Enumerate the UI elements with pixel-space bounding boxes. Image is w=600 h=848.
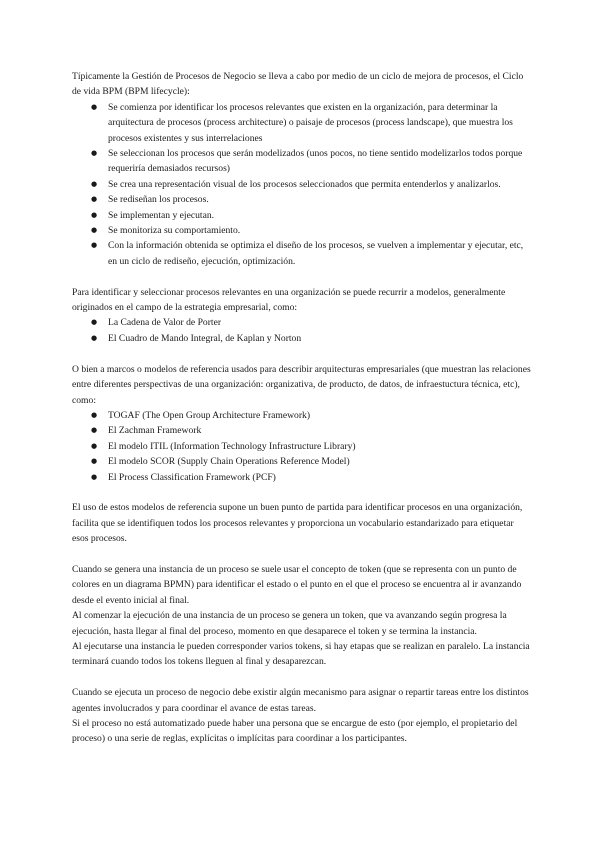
bullet-icon: ●	[90, 149, 98, 158]
list-item: ● La Cadena de Valor de Porter	[72, 315, 532, 330]
list-item: ● Se comienza por identificar los procesos relevantes que existen en la organización, para determinar la arquitectura de procesos (process architecture) o paisaje de procesos (process landscape), que muestra los procesos existentes y sus interrelaciones	[90, 101, 513, 144]
bullet-icon: ●	[90, 441, 98, 450]
reference-models-paragraph: El uso de estos modelos de referencia supone un buen punto de partida para identificar procesos en una organización, facilita que se identifiquen todos los procesos relevantes y proporciona un vocabulario estandarizado para etiquetar esos procesos.	[72, 502, 523, 545]
list-item: ● El Zachman Framework	[72, 423, 532, 438]
bullet-icon: ●	[90, 333, 98, 342]
bullet-icon: ●	[90, 210, 98, 219]
list-item: ● Se monitoriza su comportamiento.	[72, 223, 532, 238]
bullet-icon: ●	[90, 179, 98, 188]
bpm-lifecycle-list	[72, 100, 532, 269]
bullet-icon: ●	[90, 472, 98, 481]
list-item: ● Se seleccionan los procesos que serán modelizados (unos pocos, no tiene sentido modelizarlos todos porque requeriría demasiados recursos)	[90, 148, 523, 175]
coordination-paragraph-2: Si el proceso no está automatizado puede haber una persona que se encargue de esto (por ejemplo, el propietario del proceso) o una serie de reglas, explícitas o implícitas para coordinar a los participantes.	[72, 717, 518, 745]
bullet-icon: ●	[90, 410, 98, 419]
token-paragraph-1: Cuando se genera una instancia de un proceso se suele usar el concepto de token (que se representa con un punto de colores en un diagrama BPMN) para identificar el estado o el punto en el que el proceso se encuentra al ir avanzando desde el evento inicial al final.	[72, 563, 522, 606]
list-item: ● El Cuadro de Mando Integral, de Kaplan y Norton	[72, 331, 532, 346]
list-item: ● El modelo ITIL (Information Technology Infrastructure Library)	[72, 439, 532, 454]
list-item: ● El modelo SCOR (Supply Chain Operations Reference Model)	[72, 454, 532, 469]
paragraph-spacer	[72, 485, 532, 500]
list-item: ● El Process Classification Framework (PCF)	[72, 470, 532, 485]
document-body	[72, 69, 532, 747]
list-item: ● Se implementan y ejecutan.	[72, 208, 532, 223]
bullet-icon: ●	[90, 426, 98, 435]
bullet-icon: ●	[90, 318, 98, 327]
list-item: ● Se crea una representación visual de los procesos seleccionados que permita entenderlos y analizarlos.	[72, 177, 532, 192]
list-item: ● Se rediseñan los procesos.	[72, 192, 532, 207]
coordination-paragraph-1: Cuando se ejecuta un proceso de negocio debe existir algún mecanismo para asignar o repartir tareas entre los distintos agentes involucrados y para coordinar el avance de estas tareas.	[72, 687, 529, 714]
bullet-icon: ●	[90, 457, 98, 466]
strategy-models-list	[72, 315, 532, 346]
bullet-icon: ●	[90, 241, 98, 250]
strategy-models-intro: Para identificar y seleccionar procesos relevantes en una organización se puede recurrir a modelos, generalmente originados en el campo de la estrategia empresarial, como:	[72, 286, 506, 314]
token-paragraph-2: Al comenzar la ejecución de una instancia de un proceso se genera un token, que va avanzando según progresa la ejecución, hasta llegar al final del proceso, momento en que desaparece el token y se termina la instancia.	[72, 610, 507, 637]
token-paragraph-3: Al ejecutarse una instancia le pueden corresponder varios tokens, si hay etapas que se realizan en paralelo. La instancia terminará cuando todos los tokens lleguen al final y desaparezcan.	[72, 640, 530, 668]
list-item: ● TOGAF (The Open Group Architecture Framework)	[72, 408, 532, 423]
bullet-icon: ●	[90, 195, 98, 204]
paragraph-spacer	[72, 346, 532, 361]
paragraph-spacer	[72, 269, 532, 284]
bullet-icon: ●	[90, 226, 98, 235]
paragraph-spacer	[72, 547, 532, 562]
bullet-icon: ●	[90, 102, 98, 111]
reference-frameworks-intro: O bien a marcos o modelos de referencia usados para describir arquitecturas empresariales (que muestran las relaciones entre diferentes perspectivas de una organización: organizativa, de producto, de datos, de infraestuctura técnica, etc), como:	[72, 363, 531, 406]
reference-frameworks-list	[72, 408, 532, 485]
paragraph-spacer	[72, 670, 532, 685]
list-item: ● Con la información obtenida se optimiza el diseño de los procesos, se vuelven a implementar y ejecutar, etc, en un ciclo de rediseño, ejecución, optimización.	[90, 240, 524, 267]
bpm-lifecycle-intro: Típicamente la Gestión de Procesos de Negocio se lleva a cabo por medio de un ciclo de mejora de procesos, el Ciclo de vida BPM (BPM lifecycle):	[72, 71, 524, 98]
